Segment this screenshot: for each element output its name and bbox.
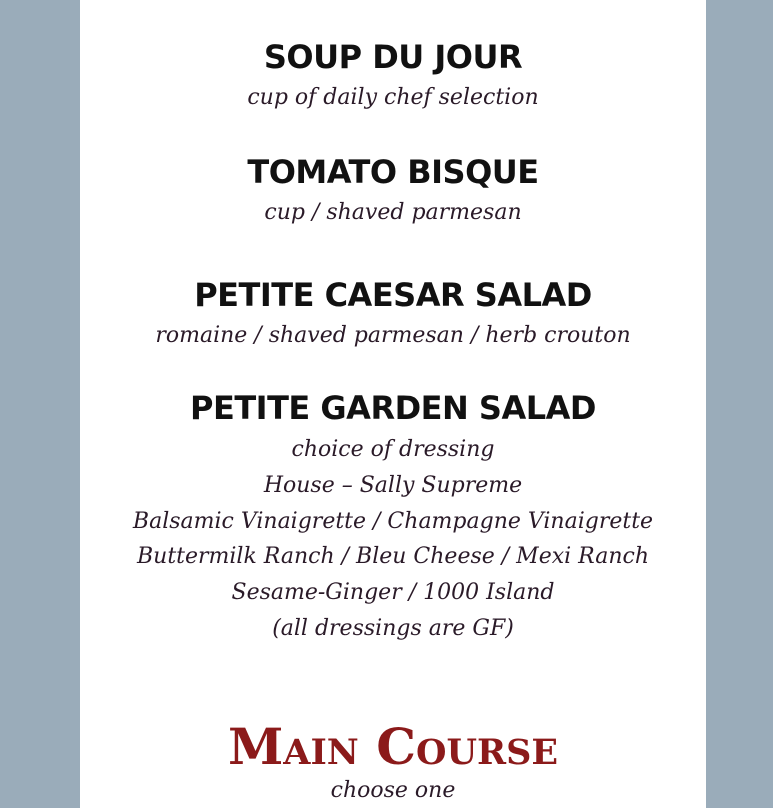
dressing-note: (all dressings are GF) bbox=[272, 616, 514, 641]
dressing-option: House – Sally Supreme bbox=[263, 473, 523, 498]
section-subtitle: choose one bbox=[330, 778, 456, 803]
item-description-petite-garden-salad: choice of dressing bbox=[291, 437, 495, 462]
dressing-option: Buttermilk Ranch / Bleu Cheese / Mexi Ranch bbox=[136, 544, 649, 569]
item-title-soup-du-jour: SOUP DU JOUR bbox=[263, 38, 523, 76]
item-description-soup-du-jour: cup of daily chef selection bbox=[247, 85, 539, 110]
item-title-petite-caesar-salad: PETITE CAESAR SALAD bbox=[194, 276, 592, 314]
item-description-tomato-bisque: cup / shaved parmesan bbox=[264, 200, 522, 225]
dressing-option: Sesame-Ginger / 1000 Island bbox=[231, 580, 555, 605]
item-title-tomato-bisque: TOMATO BISQUE bbox=[247, 153, 539, 191]
dressing-option: Balsamic Vinaigrette / Champagne Vinaigrette bbox=[132, 509, 654, 534]
item-title-petite-garden-salad: PETITE GARDEN SALAD bbox=[190, 389, 596, 427]
item-description-petite-caesar-salad: romaine / shaved parmesan / herb crouton bbox=[155, 323, 631, 348]
section-title-main-course: Main Course bbox=[227, 717, 559, 776]
menu-page bbox=[80, 0, 706, 808]
